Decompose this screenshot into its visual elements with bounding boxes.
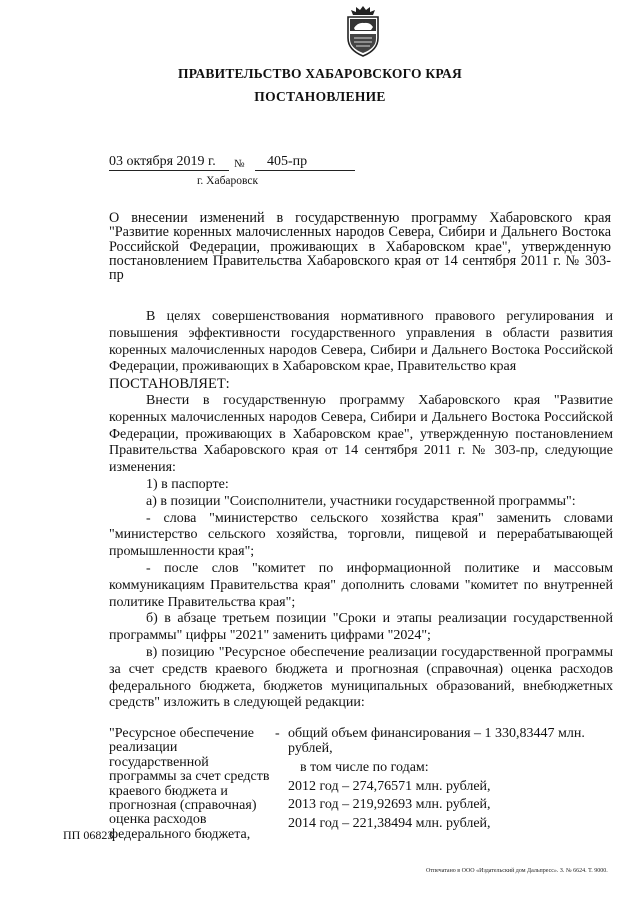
table-year-2012: 2012 год – 274,76571 млн. рублей, bbox=[288, 778, 491, 794]
document-code: ПП 06823 bbox=[63, 828, 114, 842]
body-paragraph-7: в) позицию "Ресурсное обеспечение реализации государственной программы за счет средств краевого бюджета и прогнозная (справочная) оценка расходов федерального бюджета, бюджетов муниципальных образований, внебюджетных средств" изложить в следующей редакции: bbox=[109, 644, 613, 711]
government-title: ПРАВИТЕЛЬСТВО ХАБАРОВСКОГО КРАЯ bbox=[178, 66, 462, 81]
document-type-title: ПОСТАНОВЛЕНИЕ bbox=[254, 89, 386, 104]
number-sign: № bbox=[234, 158, 245, 170]
body-paragraph-6: б) в абзаце третьем позиции "Сроки и этапы реализации государственной программы" цифры "2021" заменить цифрами "2024"; bbox=[109, 611, 613, 644]
table-position-value bbox=[288, 727, 618, 832]
document-subject: О внесении изменений в государственную программу Хабаровского края "Развитие коренных малочисленных народов Севера, Сибири и Дальнего Востока Российской Федерации, проживающих в Хабаровском крае", утвержденную постановлением Правительства Хабаровского края от 14 сентября 2011 г. № 303-пр bbox=[109, 210, 611, 284]
body-paragraph-4: - слова "министерство сельского хозяйства края" заменить словами "министерство сельского хозяйства, торговли, пищевой и перерабатывающей промышленности края"; bbox=[109, 510, 613, 560]
document-body bbox=[109, 309, 613, 712]
table-position-label: "Ресурсное обеспечение реализации государственной программы за счет средств краевого бюджета и прогнозная (справочная) оценка расходов федерального бюджета, bbox=[109, 726, 270, 842]
document-city: г. Хабаровск bbox=[197, 175, 259, 187]
coat-of-arms-emblem bbox=[342, 4, 384, 58]
preamble-paragraph: В целях совершенствования нормативного правового регулирования и повышения эффективности государственного управления в области развития коренных малочисленных народов Севера, Сибири и Дальнего Востока Российской Федерации, проживающих в Хабаровском крае, Правительство края bbox=[109, 309, 613, 375]
document-number: 405-пр bbox=[255, 154, 355, 171]
body-paragraph-3: а) в позиции "Соисполнители, участники государственной программы": bbox=[146, 493, 576, 509]
body-paragraph-1: Внести в государственную программу Хабаровского края "Развитие коренных малочисленных народов Севера, Сибири и Дальнего Востока Российской Федерации, проживающих в Хабаровском крае", утвержденную постановлением Правительства Хабаровского края от 14 сентября 2011 г. № 303-пр, следующие изменения: bbox=[109, 392, 613, 476]
body-paragraph-2: 1) в паспорте: bbox=[146, 476, 229, 492]
table-including: в том числе по годам: bbox=[300, 760, 429, 775]
print-note: Отпечатано в ООО «Издательский дом Дальпресс». З. № 6624. Т. 9000. bbox=[426, 868, 608, 874]
decree-word: ПОСТАНОВЛЯЕТ: bbox=[109, 376, 230, 393]
table-dash: - bbox=[275, 726, 280, 741]
document-date: 03 октября 2019 г. bbox=[109, 154, 229, 171]
table-total: общий объем финансирования – 1 330,83447 млн. рублей, bbox=[288, 726, 585, 756]
table-year-2013: 2013 год – 219,92693 млн. рублей, bbox=[288, 797, 491, 812]
table-year-2014: 2014 год – 221,38494 млн. рублей, bbox=[288, 815, 491, 831]
body-paragraph-5: - после слов "комитет по информационной политике и массовым коммуникациям Правительства края" дополнить словами "комитет по внутренней политике Правительства края"; bbox=[109, 560, 613, 610]
